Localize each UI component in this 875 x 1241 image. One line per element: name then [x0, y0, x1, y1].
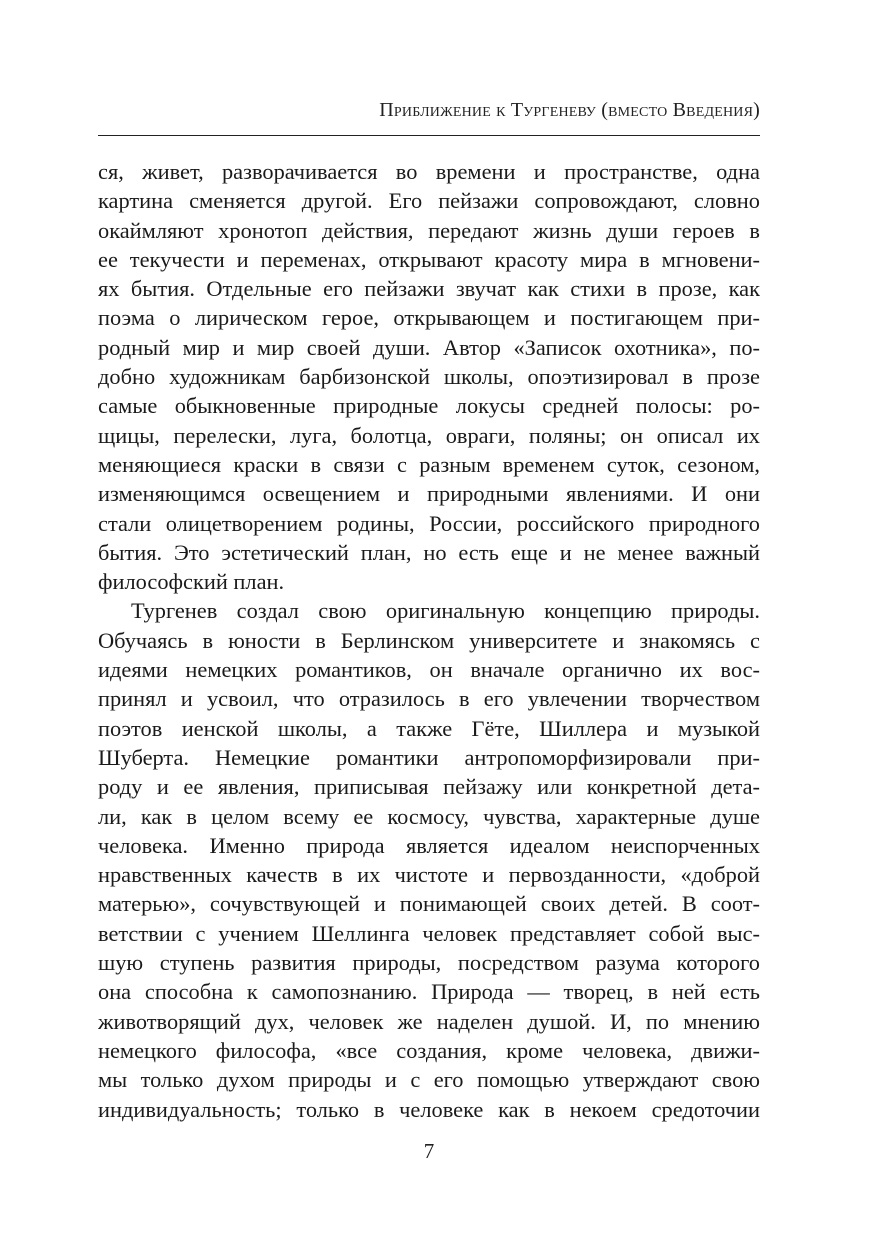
text-line: ся, живет, разворачивается во времени и пространстве, одна	[98, 159, 760, 184]
text-line: поэма о лирическом герое, открывающем и постигающем при-	[98, 305, 760, 331]
text-line: идеями немецких романтиков, он вначале органично их вос-	[98, 657, 760, 683]
page-number: 7	[423, 1139, 435, 1163]
body-text	[98, 157, 760, 1124]
text-line: шую ступень развития природы, посредством разума которого	[98, 950, 760, 976]
paragraph-2	[98, 596, 760, 1123]
text-line: она способна к самопознанию. Природа — творец, в ней есть	[98, 979, 760, 1005]
text-line: человека. Именно природа является идеалом неиспорченных	[98, 832, 760, 858]
header-rule	[98, 135, 760, 136]
text-line: окаймляют хронотоп действия, передают жизнь души героев в	[98, 217, 760, 243]
text-line: ли, как в целом всему ее космосу, чувства, характерные душе	[98, 803, 760, 829]
text-line: бытия. Это эстетический план, но есть еще и не менее важный	[98, 539, 760, 565]
text-line: Тургенев создал свою оригинальную концепцию природы.	[131, 598, 760, 624]
text-line: изменяющимся освещением и природными явлениями. И они	[98, 481, 760, 507]
text-line: родный мир и мир своей души. Автор «Записок охотника», по-	[98, 334, 760, 360]
text-line: добно художникам барбизонской школы, опоэтизировал в прозе	[98, 364, 760, 390]
text-line: ее текучести и переменах, открывают красоту мира в мгновени-	[98, 246, 760, 272]
text-line: Обучаясь в юности в Берлинском университете и знакомясь с	[98, 627, 760, 653]
text-line: Шуберта. Немецкие романтики антропоморфизировали при-	[98, 744, 760, 770]
text-line: роду и ее явления, приписывая пейзажу или конкретной дета-	[98, 774, 760, 800]
text-line: щицы, перелески, луга, болотца, овраги, поляны; он описал их	[98, 422, 760, 448]
text-line: немецкого философа, «все создания, кроме человека, движи-	[98, 1037, 760, 1063]
text-line: индивидуальность; только в человеке как в некоем средоточии	[98, 1096, 760, 1122]
text-line: принял и усвоил, что отразилось в его увлечении творчеством	[98, 686, 760, 712]
text-line: меняющиеся краски в связи с разным временем суток, сезоном,	[98, 451, 760, 477]
text-line: философский план.	[98, 569, 285, 595]
text-line: нравственных качеств в их чистоте и первозданности, «доброй	[98, 862, 760, 888]
text-line: ях бытия. Отдельные его пейзажи звучат как стихи в прозе, как	[98, 276, 760, 302]
text-line: поэтов иенской школы, а также Гёте, Шиллера и музыкой	[98, 715, 760, 741]
running-head: Приближение к Тургеневу (вместо Введения)	[379, 99, 760, 121]
text-line: самые обыкновенные природные локусы средней полосы: ро-	[98, 393, 760, 419]
text-line: ветствии с учением Шеллинга человек представляет собой выс-	[98, 920, 760, 946]
text-line: картина сменяется другой. Его пейзажи сопровождают, словно	[98, 188, 760, 214]
text-line: стали олицетворением родины, России, российского природного	[98, 510, 760, 536]
text-line: мы только духом природы и с его помощью утверждают свою	[98, 1067, 760, 1093]
text-line: матерью», сочувствующей и понимающей своих детей. В соот-	[98, 891, 760, 917]
text-line: животворящий дух, человек же наделен душой. И, по мнению	[98, 1008, 760, 1034]
paragraph-1	[98, 157, 760, 596]
